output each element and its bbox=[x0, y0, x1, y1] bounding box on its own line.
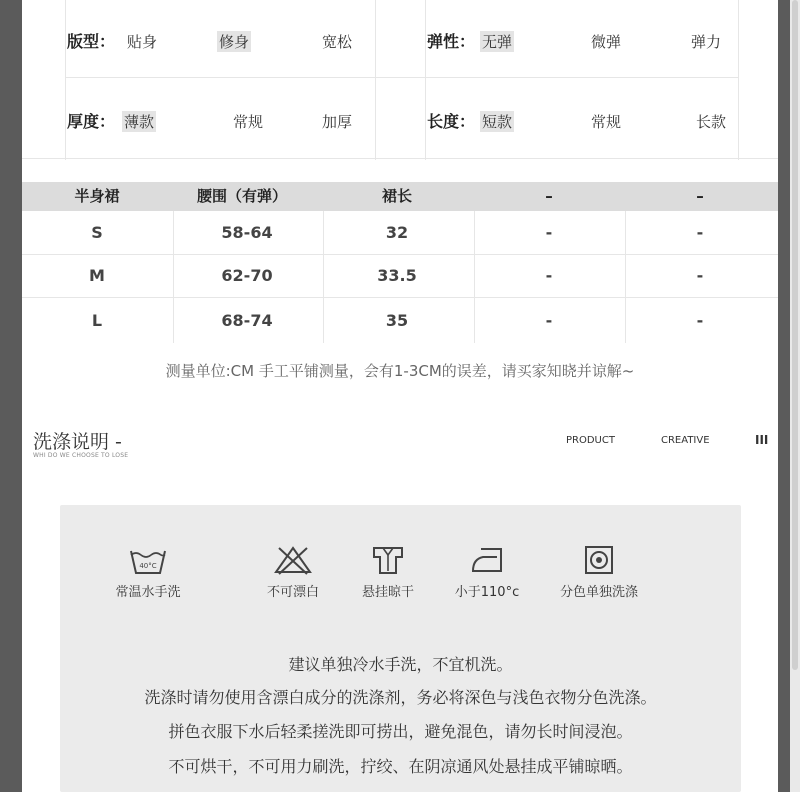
table-row-s-length: 32 bbox=[385, 223, 409, 242]
table-row-m-col5: - bbox=[696, 266, 704, 285]
wash-section-subtitle: WHI DO WE CHOOSE TO LOSE bbox=[33, 452, 129, 459]
elasticity-label: 弹性： bbox=[427, 32, 476, 51]
hand-wash-temp: 40°C bbox=[139, 562, 157, 570]
instruction-line-1: 建议单独冷水手洗，不宜机洗。 bbox=[288, 655, 513, 674]
length-option-regular: 常规 bbox=[591, 113, 622, 131]
elasticity-option-none-selected: 无弹 bbox=[482, 33, 513, 51]
thickness-option-regular: 常规 bbox=[233, 113, 264, 131]
iron-label: 小于110°c bbox=[454, 585, 520, 600]
header-skirt: 半身裙 bbox=[74, 187, 120, 205]
length-option-long: 长款 bbox=[696, 113, 727, 131]
table-row-m-length: 33.5 bbox=[377, 266, 417, 285]
wash-section-title: 洗涤说明 - bbox=[33, 431, 122, 453]
thickness-option-thick: 加厚 bbox=[322, 113, 353, 131]
size-table-header bbox=[22, 182, 778, 211]
separate-wash-icon bbox=[579, 545, 619, 575]
header-blank-2: – bbox=[696, 187, 704, 205]
elasticity-option-slight: 微弹 bbox=[591, 33, 622, 51]
nav-bars-icon: III bbox=[755, 433, 769, 447]
table-row-s-col5: - bbox=[696, 223, 704, 242]
hand-wash-label: 常温水手洗 bbox=[115, 585, 181, 600]
care-item-separate-wash bbox=[549, 545, 649, 600]
product-detail-page bbox=[22, 0, 778, 792]
instruction-line-3: 拼色衣服下水后轻柔搓洗即可捞出，避免混色，请勿长时间浸泡。 bbox=[168, 722, 633, 741]
iron-icon bbox=[467, 545, 507, 575]
care-item-hang-dry bbox=[348, 545, 428, 600]
table-row-l-col5: - bbox=[696, 311, 704, 330]
care-panel bbox=[60, 505, 741, 792]
table-row-s-size: S bbox=[91, 223, 103, 242]
scrollbar-thumb[interactable] bbox=[792, 0, 798, 670]
table-row-l-col4: - bbox=[545, 311, 553, 330]
no-bleach-icon bbox=[273, 545, 313, 575]
fit-label: 版型： bbox=[67, 32, 116, 51]
length-option-short-selected: 短款 bbox=[482, 113, 513, 131]
separate-wash-label: 分色单独洗涤 bbox=[559, 585, 638, 600]
fit-option-slim-selected: 修身 bbox=[219, 33, 250, 51]
elasticity-option-stretch: 弹力 bbox=[691, 33, 722, 51]
nav-creative: CREATIVE bbox=[661, 435, 710, 446]
fit-option-loose: 宽松 bbox=[322, 33, 353, 51]
measurement-note: 测量单位:CM 手工平铺测量，会有1-3CM的误差，请买家知晓并谅解~ bbox=[165, 362, 635, 380]
table-row-m-col4: - bbox=[545, 266, 553, 285]
table-row-l-length: 35 bbox=[385, 311, 409, 330]
care-item-iron bbox=[447, 545, 527, 600]
header-waist: 腰围（有弹） bbox=[196, 187, 287, 205]
hang-dry-icon bbox=[368, 545, 408, 575]
instruction-line-4: 不可烘干，不可用力刷洗，拧绞、在阴凉通风处悬挂成平铺晾晒。 bbox=[168, 757, 633, 776]
table-row-l-size: L bbox=[91, 311, 103, 330]
fit-option-snug: 贴身 bbox=[127, 33, 158, 51]
care-item-no-bleach bbox=[253, 545, 333, 600]
table-row-l-waist: 68-74 bbox=[221, 311, 273, 330]
table-row-s-col4: - bbox=[545, 223, 553, 242]
thickness-label: 厚度： bbox=[67, 112, 116, 131]
table-row-s-waist: 58-64 bbox=[221, 223, 273, 242]
no-bleach-label: 不可漂白 bbox=[266, 585, 319, 600]
length-label: 长度： bbox=[427, 112, 476, 131]
table-row-m-size: M bbox=[89, 266, 105, 285]
header-length: 裙长 bbox=[381, 187, 412, 205]
hang-dry-label: 悬挂晾干 bbox=[361, 585, 414, 600]
header-blank-1: – bbox=[545, 187, 553, 205]
thickness-option-thin-selected: 薄款 bbox=[124, 113, 155, 131]
instruction-line-2: 洗涤时请勿使用含漂白成分的洗涤剂，务必将深色与浅色衣物分色洗涤。 bbox=[144, 688, 657, 707]
care-item-hand-wash bbox=[108, 545, 188, 600]
table-row-m-waist: 62-70 bbox=[221, 266, 273, 285]
hand-wash-icon bbox=[128, 545, 168, 575]
attribute-grid bbox=[22, 0, 778, 160]
nav-product: PRODUCT bbox=[566, 435, 615, 446]
